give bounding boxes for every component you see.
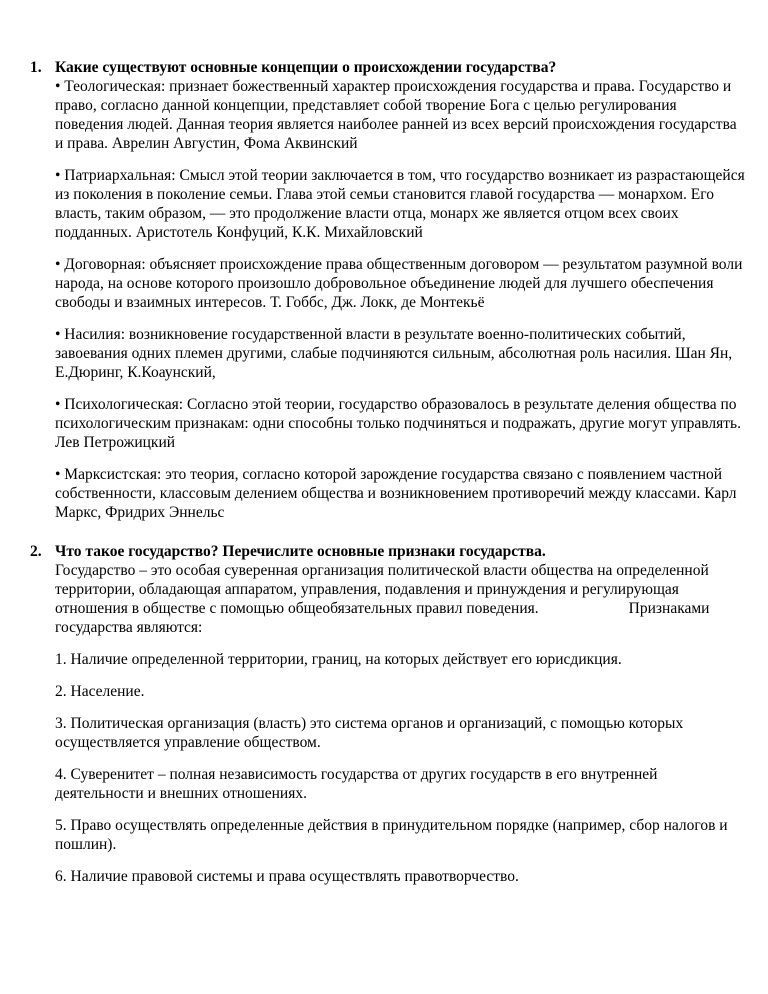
state-feature-territory: 1. Наличие определенной территории, границ, на которых действует его юрисдикция. — [55, 651, 622, 668]
state-feature-coercion: 5. Право осуществлять определенные действия в принудительном порядке (например, сбор налогов и пошлин). — [55, 817, 728, 853]
state-feature-political-organization: 3. Политическая организация (власть) это система органов и организаций, с помощью которых осуществляется управление обществом. — [55, 715, 684, 751]
features-intro-text: Признаками государства являются: — [55, 600, 710, 636]
state-definition-text: Государство – это особая суверенная организация политической власти общества на определенной территории, обладающая аппаратом, управления, подавления и принуждения и регулирующая отношения в обществе с помощью общеобязательных правил поведения. — [55, 562, 709, 617]
question-1 — [30, 58, 745, 522]
state-feature-legal-system: 6. Наличие правовой системы и права осуществлять правотворчество. — [55, 868, 519, 885]
question-2-number: 2. — [30, 543, 42, 560]
question-2-title: Что такое государство? Перечислите основные признаки государства. — [55, 543, 546, 560]
state-feature-population: 2. Население. — [55, 683, 145, 700]
theory-paragraph-theological: • Теологическая: признает божественный характер происхождения государства и права. Государство и право, согласно данной концепции, представляет собой творение Бога с целью регулирования поведения людей. Данная теория является наиболее ранней из всех версий происхождения государства и права. Аврелин Августин, Фома Аквинский — [55, 78, 737, 152]
theory-paragraph-violence: • Насилия: возникновение государственной власти в результате военно-политических событий, завоевания одних племен другими, слабые подчиняются сильным, абсолютная роль насилия. Шан Ян, Е.Дюринг, К.Коаунский, — [55, 326, 733, 381]
state-feature-sovereignty: 4. Суверенитет – полная независимость государства от других государств в его внутренней деятельности и внешних отношениях. — [55, 766, 658, 802]
theory-paragraph-contract: • Договорная: объясняет происхождение права общественным договором — результатом разумной воли народа, на основе которого произошло добровольное объединение людей для лучшего обеспечения свободы и взаимных интересов. Т. Гоббс, Дж. Локк, де Монтекьё — [55, 256, 743, 311]
question-2 — [30, 542, 745, 886]
question-1-number: 1. — [30, 59, 42, 76]
theory-paragraph-psychological: • Психологическая: Согласно этой теории, государство образовалось в результате деления общества по психологическим признакам: одни способны только подчиняться и подражать, другие могут управлять. Лев Петрожицкий — [55, 396, 741, 451]
question-1-title: Какие существуют основные концепции о происхождении государства? — [55, 59, 557, 76]
theory-paragraph-marxist: • Марксистская: это теория, согласно которой зарождение государства связано с появлением частной собственности, классовым делением общества и возникновением противоречий между классами. Карл Маркс, Фридрих Эннельс — [55, 466, 737, 521]
state-definition-paragraph — [55, 561, 745, 637]
theory-paragraph-patriarchal: • Патриархальная: Смысл этой теории заключается в том, что государство возникает из разрастающейся из поколения в поколение семьи. Глава этой семьи становится главой государства — монархом. Его власть, таким образом, — это продолжение власти отца, монарх же является отцом всех своих подданных. Аристотель Конфуций, К.К. Михайловский — [55, 167, 745, 241]
